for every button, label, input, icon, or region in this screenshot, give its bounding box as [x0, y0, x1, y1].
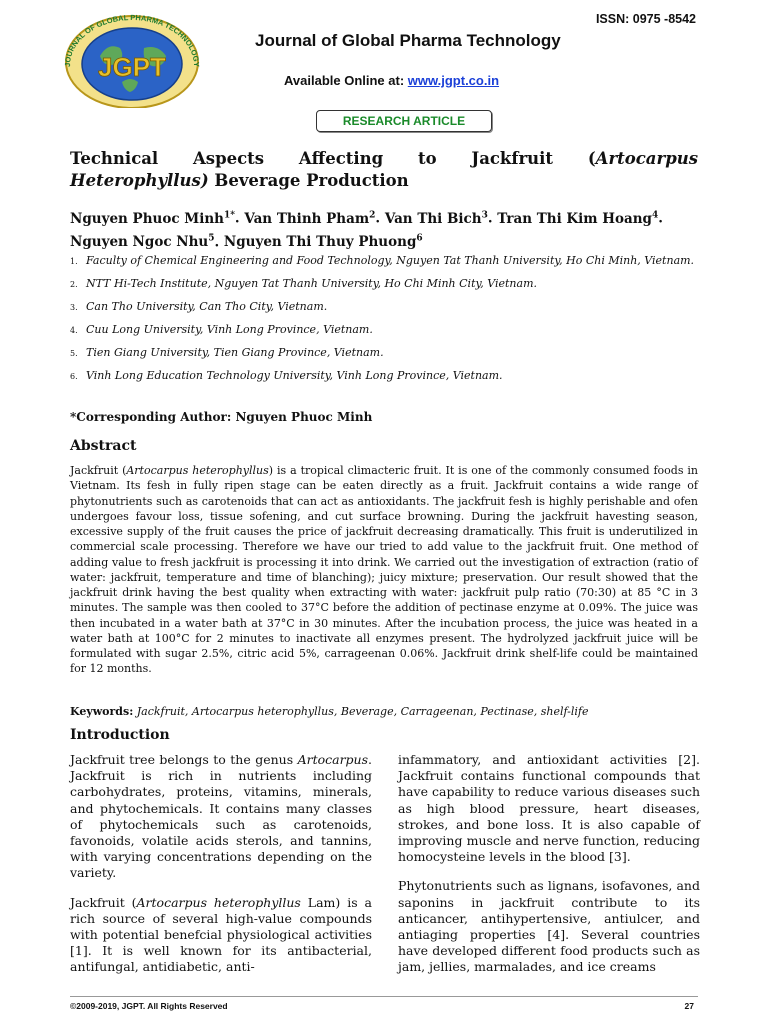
- footer-divider: [70, 996, 698, 997]
- abstract-heading: Abstract: [70, 438, 137, 454]
- corresponding-author: *Corresponding Author: Nguyen Phuoc Minh: [70, 410, 373, 424]
- journal-title: Journal of Global Pharma Technology: [255, 31, 561, 50]
- intro-column-left: [70, 752, 372, 989]
- author-name: Nguyen Thi Thuy Phuong$^6$: [223, 233, 423, 250]
- affiliation-item: 4. Cuu Long University, Vinh Long Province, Vietnam.: [70, 323, 373, 336]
- article-title-line2: Heterophyllus) Beverage Production: [70, 171, 409, 190]
- introduction-heading: Introduction: [70, 727, 170, 743]
- intro-paragraph: Jackfruit (Artocarpus heterophyllus Lam) is a rich source of several high-value compounds with potential benefcial physiological activities [1]. It is well known for its antibacterial, antifungal, antidiabetic, anti-: [70, 894, 372, 975]
- affiliation-item: 1. Faculty of Chemical Engineering and Food Technology, Nguyen Tat Thanh University, Ho Chi Minh, Vietnam.: [70, 254, 695, 267]
- affiliations: [70, 254, 698, 392]
- footer-copyright: ©2009-2019, JGPT. All Rights Reserved: [70, 1001, 228, 1011]
- logo-ring-text: JOURNAL OF GLOBAL PHARMA TECHNOLOGY: [62, 12, 202, 68]
- author-name: Nguyen Phuoc Minh$^{1*}$: [70, 210, 235, 227]
- journal-logo: [52, 8, 212, 108]
- affiliation-item: 3. Can Tho University, Can Tho City, Vietnam.: [70, 300, 328, 313]
- author-name: Nguyen Ngoc Nhu$^5$: [70, 233, 215, 250]
- available-label: Available Online at:: [284, 73, 408, 88]
- intro-paragraph: Phytonutrients such as lignans, isofavones, and saponins in jackfruit contribute to its anticancer, antihypertensive, antiulcer, and antiaging properties [4]. Several countries have developed different food products such as jam, jellies, marmalades, and ice creams: [398, 878, 700, 975]
- journal-url-link[interactable]: www.jgpt.co.in: [407, 73, 500, 88]
- article-type-badge: RESEARCH ARTICLE: [316, 110, 492, 132]
- intro-paragraph: Jackfruit tree belongs to the genus Artocarpus. Jackfruit is rich in nutrients including carbohydrates, proteins, vitamins, minerals, and phytochemicals. It contains many classes of phytochemicals such as carotenoids, favonoids, volatile acids sterols, and tannins, with varying concentrations depending on the variety.: [70, 752, 372, 881]
- logo-center-text: JGPT: [98, 52, 166, 82]
- affiliation-item: 5. Tien Giang University, Tien Giang Province, Vietnam.: [70, 346, 384, 359]
- available-online: [284, 73, 499, 88]
- author-name: Tran Thi Kim Hoang$^4$: [497, 210, 659, 227]
- issn: ISSN: 0975 -8542: [595, 12, 696, 26]
- intro-paragraph: infammatory, and antioxidant activities [2]. Jackfruit contains functional compounds that have capability to reduce various diseases such as high blood pressure, heart diseases, strokes, and bone loss. It is also capable of improving muscle and nerve function, reducing homocysteine levels in the blood [3].: [398, 752, 700, 865]
- page-number: 27: [684, 1001, 694, 1011]
- abstract-body: Jackfruit (Artocarpus heterophyllus) is a tropical climacteric fruit. It is one of the commonly consumed foods in Vietnam. Its fesh in fully ripen stage can be eaten directly as a fruit. Jackfruit contains a wide range of phytonutrients such as carotenoids that can act as antioxidants. The jackfruit fesh is highly perishable and ofen undergoes favour loss, tissue sofening, and cut surface browning. During the jackfruit havesting season, excessive supply of the fruit causes the price of jackfruit decreasing dramatically. This fruit is underutilized in commercial scale processing. Therefore we have our tried to add value to the jackfruit fruit. One method of adding value to fresh jackfruit is processing it into drink. We carried out the investigation of extraction (ratio of water: jackfruit, temperature and time of blanching); juicy mixture; preservation. Our result showed that the jackfruit drink having the best quality when extracting with water: jackfruit pulp ratio (70:30) at 85 °C in 3 minutes. The sample was then cooled to 37°C before the addition of pectinase enzyme at 0.09%. The juice was then incubated in a water bath at 37°C in 30 minutes. After the incubation process, the juice was heated in a water bath at 100°C for 2 minutes to inactivate all enzymes present. The hydrolyzed jackfruit juice will be formulated with sugar 2.5%, citric acid 5%, carrageenan 0.06%. Jackfruit drink shelf-life could be maintained for 12 months.: [70, 464, 698, 676]
- author-list: Nguyen Phuoc Minh$^{1*}$. Van Thinh Pham$^2$. Van Thi Bich$^3$. Tran Thi Kim Hoang$^4$. Nguyen Ngoc Nhu$^5$. Nguyen Thi Thuy Phuong$^6$: [70, 210, 663, 250]
- author-name: Van Thi Bich$^3$: [384, 210, 488, 227]
- affiliation-item: 2. NTT Hi-Tech Institute, Nguyen Tat Thanh University, Ho Chi Minh City, Vietnam.: [70, 277, 537, 290]
- intro-column-right: [398, 752, 700, 989]
- affiliation-item: 6. Vinh Long Education Technology University, Vinh Long Province, Vietnam.: [70, 369, 503, 382]
- article-title: Technical Aspects Affecting to Jackfruit (Artocarpus: [70, 149, 699, 168]
- title-genus: Artocarpus: [595, 149, 699, 168]
- author-name: Van Thinh Pham$^2$: [244, 210, 376, 227]
- keywords: Keywords: Jackfruit, Artocarpus heterophyllus, Beverage, Carrageenan, Pectinase, shelf-life: [70, 705, 589, 718]
